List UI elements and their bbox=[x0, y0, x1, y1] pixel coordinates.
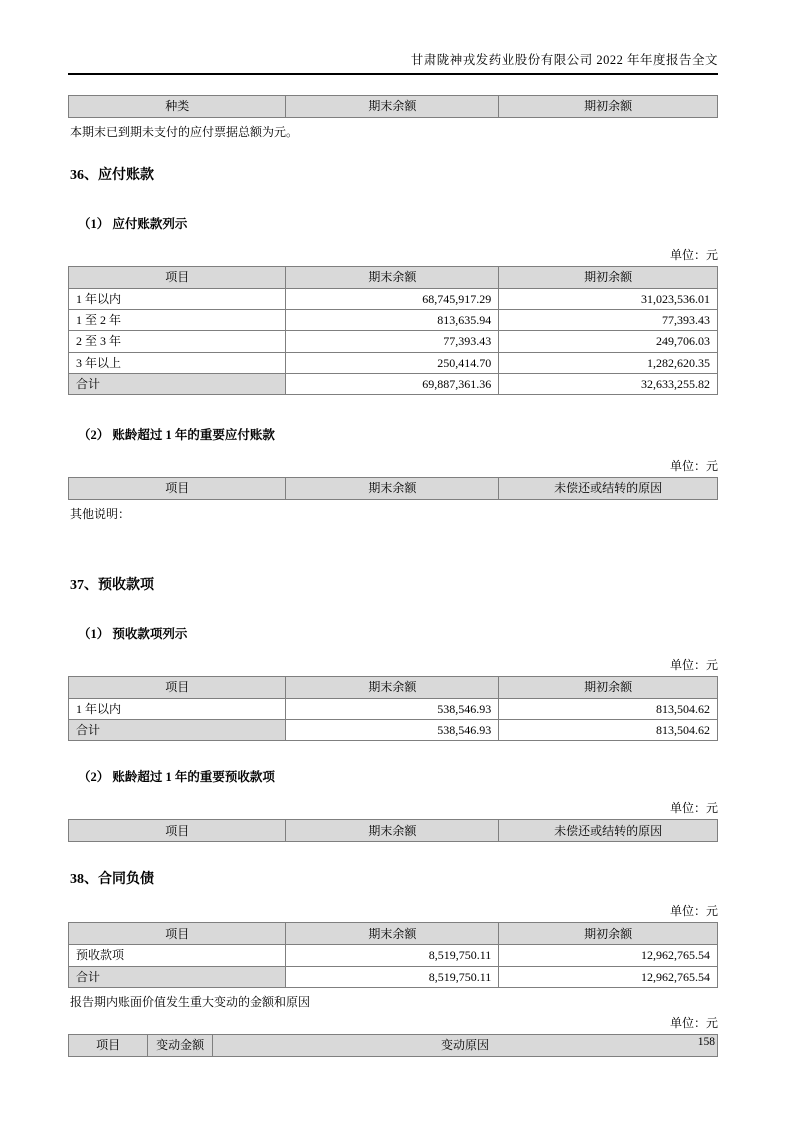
column-header: 期末余额 bbox=[286, 676, 499, 698]
total-value: 538,546.93 bbox=[286, 720, 499, 741]
change-note: 报告期内账面价值发生重大变动的金额和原因 bbox=[70, 994, 311, 1009]
section-38-title: 38、合同负债 bbox=[70, 872, 154, 888]
document-header-title: 甘肃陇神戎发药业股份有限公司 2022 年年度报告全文 bbox=[68, 0, 718, 75]
column-header: 期初余额 bbox=[499, 923, 718, 945]
row-value: 1,282,620.35 bbox=[499, 352, 718, 373]
row-item: 1 年以内 bbox=[69, 698, 286, 719]
total-value: 8,519,750.11 bbox=[286, 966, 499, 987]
notes-payable-table bbox=[68, 95, 718, 118]
column-header: 项目 bbox=[69, 923, 286, 945]
unit-label: 单位：元 bbox=[669, 248, 718, 262]
row-item: 1 至 2 年 bbox=[69, 310, 286, 331]
column-header: 变动金额 bbox=[148, 1034, 213, 1056]
column-header: 期末余额 bbox=[286, 820, 499, 842]
unit-label: 单位：元 bbox=[669, 458, 718, 473]
total-value: 69,887,361.36 bbox=[286, 373, 499, 394]
table-row bbox=[69, 945, 718, 966]
accounts-payable-table bbox=[68, 266, 718, 395]
total-value: 32,633,255.82 bbox=[499, 373, 718, 394]
row-value: 77,393.43 bbox=[286, 331, 499, 352]
column-header: 变动原因 bbox=[213, 1034, 718, 1056]
table-header-row bbox=[69, 676, 718, 698]
total-label: 合计 bbox=[69, 373, 286, 394]
table-row bbox=[69, 289, 718, 310]
column-header: 期初余额 bbox=[499, 676, 718, 698]
section-36-1-title: （1） 应付账款列示 bbox=[78, 217, 188, 231]
section-37-2-title: （2） 账龄超过 1 年的重要预收款项 bbox=[78, 770, 275, 785]
table-total-row bbox=[69, 373, 718, 394]
page-number: 158 bbox=[697, 1036, 715, 1048]
unit-label: 单位：元 bbox=[669, 1015, 718, 1030]
column-header: 项目 bbox=[69, 820, 286, 842]
section-36-2-title: （2） 账龄超过 1 年的重要应付账款 bbox=[78, 427, 275, 442]
row-value: 538,546.93 bbox=[286, 698, 499, 719]
table-header-row bbox=[69, 820, 718, 842]
row-value: 813,635.94 bbox=[286, 310, 499, 331]
contract-liabilities-table bbox=[68, 922, 718, 987]
column-header: 项目 bbox=[69, 1034, 148, 1056]
table-row bbox=[69, 331, 718, 352]
table-header-row bbox=[69, 96, 718, 118]
table-row bbox=[69, 310, 718, 331]
row-item: 2 至 3 年 bbox=[69, 331, 286, 352]
table-total-row bbox=[69, 720, 718, 741]
unit-label: 单位：元 bbox=[669, 801, 718, 816]
advances-over-1y-table bbox=[68, 819, 718, 842]
row-value: 250,414.70 bbox=[286, 352, 499, 373]
table-header-row bbox=[69, 1034, 718, 1056]
other-note: 其他说明： bbox=[70, 506, 131, 521]
section-37-1-title: （1） 预收款项列示 bbox=[78, 626, 188, 641]
row-value: 8,519,750.11 bbox=[286, 945, 499, 966]
column-header: 未偿还或结转的原因 bbox=[499, 477, 718, 499]
row-value: 77,393.43 bbox=[499, 310, 718, 331]
row-value: 31,023,536.01 bbox=[499, 289, 718, 310]
unit-label: 单位：元 bbox=[669, 657, 718, 672]
column-header: 期初余额 bbox=[499, 267, 718, 289]
column-header: 项目 bbox=[69, 267, 286, 289]
column-header: 期末余额 bbox=[286, 923, 499, 945]
table-header-row bbox=[69, 923, 718, 945]
change-reason-table bbox=[68, 1034, 718, 1057]
notes-payable-note: 本期末已到期未支付的应付票据总额为元。 bbox=[70, 125, 299, 139]
table-header-row bbox=[69, 267, 718, 289]
column-header: 种类 bbox=[69, 96, 286, 118]
column-header: 项目 bbox=[69, 676, 286, 698]
section-37-title: 37、预收款项 bbox=[70, 577, 154, 593]
column-header: 项目 bbox=[69, 477, 286, 499]
row-item: 1 年以内 bbox=[69, 289, 286, 310]
advances-received-table bbox=[68, 676, 718, 741]
column-header: 期末余额 bbox=[286, 477, 499, 499]
table-row bbox=[69, 698, 718, 719]
column-header: 期初余额 bbox=[499, 96, 718, 118]
row-value: 68,745,917.29 bbox=[286, 289, 499, 310]
table-total-row bbox=[69, 966, 718, 987]
total-label: 合计 bbox=[69, 966, 286, 987]
section-36-title: 36、应付账款 bbox=[70, 168, 154, 183]
unit-label: 单位：元 bbox=[669, 904, 718, 919]
column-header: 期末余额 bbox=[286, 96, 499, 118]
total-value: 12,962,765.54 bbox=[499, 966, 718, 987]
total-label: 合计 bbox=[69, 720, 286, 741]
table-row bbox=[69, 352, 718, 373]
column-header: 期末余额 bbox=[286, 267, 499, 289]
column-header: 未偿还或结转的原因 bbox=[499, 820, 718, 842]
total-value: 813,504.62 bbox=[499, 720, 718, 741]
row-item: 预收款项 bbox=[69, 945, 286, 966]
row-value: 12,962,765.54 bbox=[499, 945, 718, 966]
table-header-row bbox=[69, 477, 718, 499]
accounts-payable-over-1y-table bbox=[68, 477, 718, 500]
row-item: 3 年以上 bbox=[69, 352, 286, 373]
row-value: 249,706.03 bbox=[499, 331, 718, 352]
row-value: 813,504.62 bbox=[499, 698, 718, 719]
